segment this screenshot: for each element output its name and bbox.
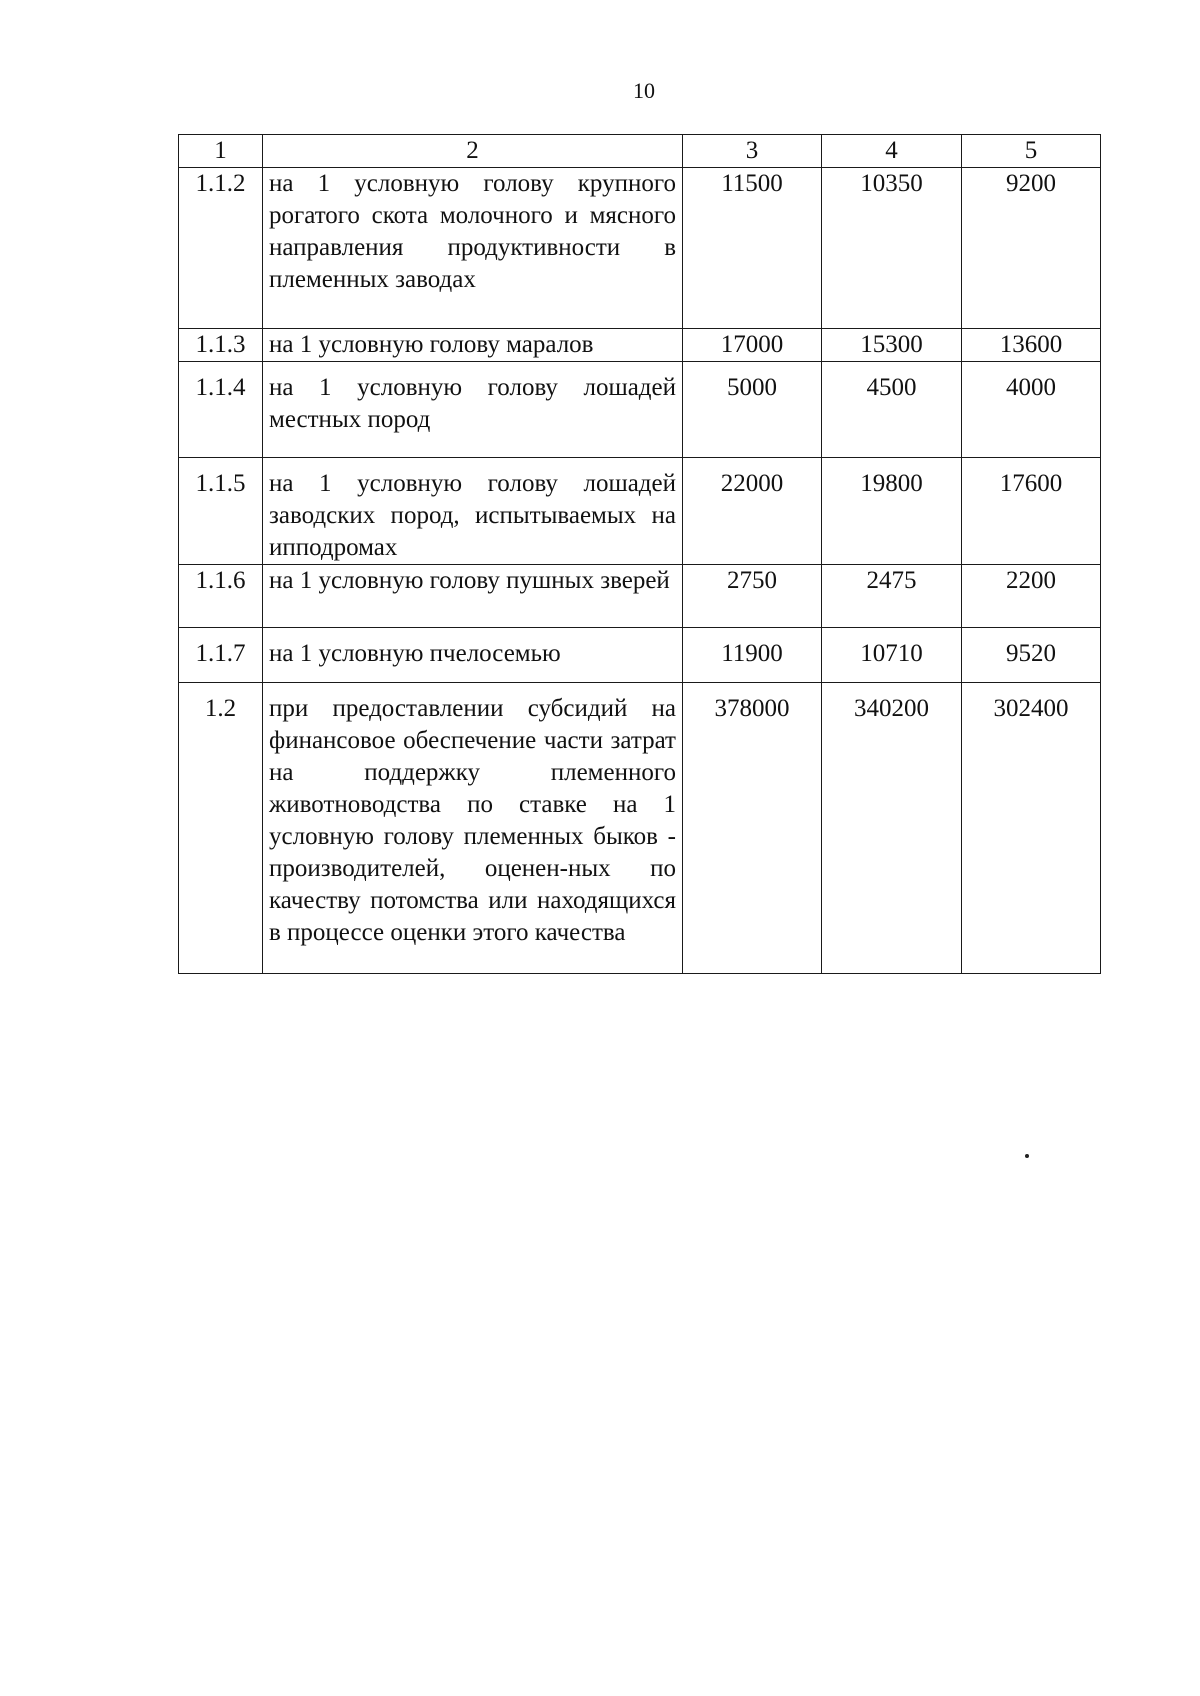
header-col-3: 3: [683, 135, 822, 168]
row-description: на 1 условную голову лошадей местных пород: [263, 362, 683, 458]
row-value-col3: 378000: [683, 683, 822, 974]
row-description: на 1 условную пчелосемью: [263, 628, 683, 683]
row-value-col3: 5000: [683, 362, 822, 458]
row-value-col5: 17600: [962, 458, 1101, 565]
row-number: 1.1.4: [179, 362, 263, 458]
table-row: [179, 628, 1101, 683]
row-number: 1.2: [179, 683, 263, 974]
row-value-col4: 19800: [822, 458, 962, 565]
header-col-1: 1: [179, 135, 263, 168]
row-value-col4: 4500: [822, 362, 962, 458]
page-number: 10: [633, 78, 655, 103]
row-value-col3: 22000: [683, 458, 822, 565]
header-col-5: 5: [962, 135, 1101, 168]
row-value-col3: 2750: [683, 565, 822, 628]
row-number: 1.1.5: [179, 458, 263, 565]
row-value-col5: 2200: [962, 565, 1101, 628]
subsidy-rates-table: [178, 134, 1101, 974]
row-number: 1.1.2: [179, 168, 263, 329]
row-value-col4: 2475: [822, 565, 962, 628]
table-row: [179, 329, 1101, 362]
table-row: [179, 362, 1101, 458]
row-value-col5: 9200: [962, 168, 1101, 329]
row-value-col5: 9520: [962, 628, 1101, 683]
row-value-col3: 17000: [683, 329, 822, 362]
row-value-col5: 4000: [962, 362, 1101, 458]
row-value-col5: 13600: [962, 329, 1101, 362]
scan-speck: [1025, 1154, 1029, 1158]
table-row: [179, 458, 1101, 565]
table-row: [179, 683, 1101, 974]
header-col-2: 2: [263, 135, 683, 168]
row-description: на 1 условную голову пушных зверей: [263, 565, 683, 628]
row-value-col4: 340200: [822, 683, 962, 974]
row-value-col4: 10710: [822, 628, 962, 683]
row-value-col4: 10350: [822, 168, 962, 329]
row-description: на 1 условную голову маралов: [263, 329, 683, 362]
row-description: на 1 условную голову лошадей заводских пород, испытываемых на ипподромах: [263, 458, 683, 565]
row-description: на 1 условную голову крупного рогатого скота молочного и мясного направления продуктивности в племенных заводах: [263, 168, 683, 329]
row-value-col3: 11900: [683, 628, 822, 683]
row-value-col4: 15300: [822, 329, 962, 362]
row-number: 1.1.7: [179, 628, 263, 683]
row-number: 1.1.3: [179, 329, 263, 362]
row-description: при предоставлении субсидий на финансовое обеспечение части затрат на поддержку племенного животноводства по ставке на 1 условную голову племенных быков - производителей, оценен-ных по качеству потомства или находящихся в процессе оценки этого качества: [263, 683, 683, 974]
header-col-4: 4: [822, 135, 962, 168]
row-value-col5: 302400: [962, 683, 1101, 974]
table-row: [179, 168, 1101, 329]
table-header-row: [179, 135, 1101, 168]
row-value-col3: 11500: [683, 168, 822, 329]
table-row: [179, 565, 1101, 628]
row-number: 1.1.6: [179, 565, 263, 628]
